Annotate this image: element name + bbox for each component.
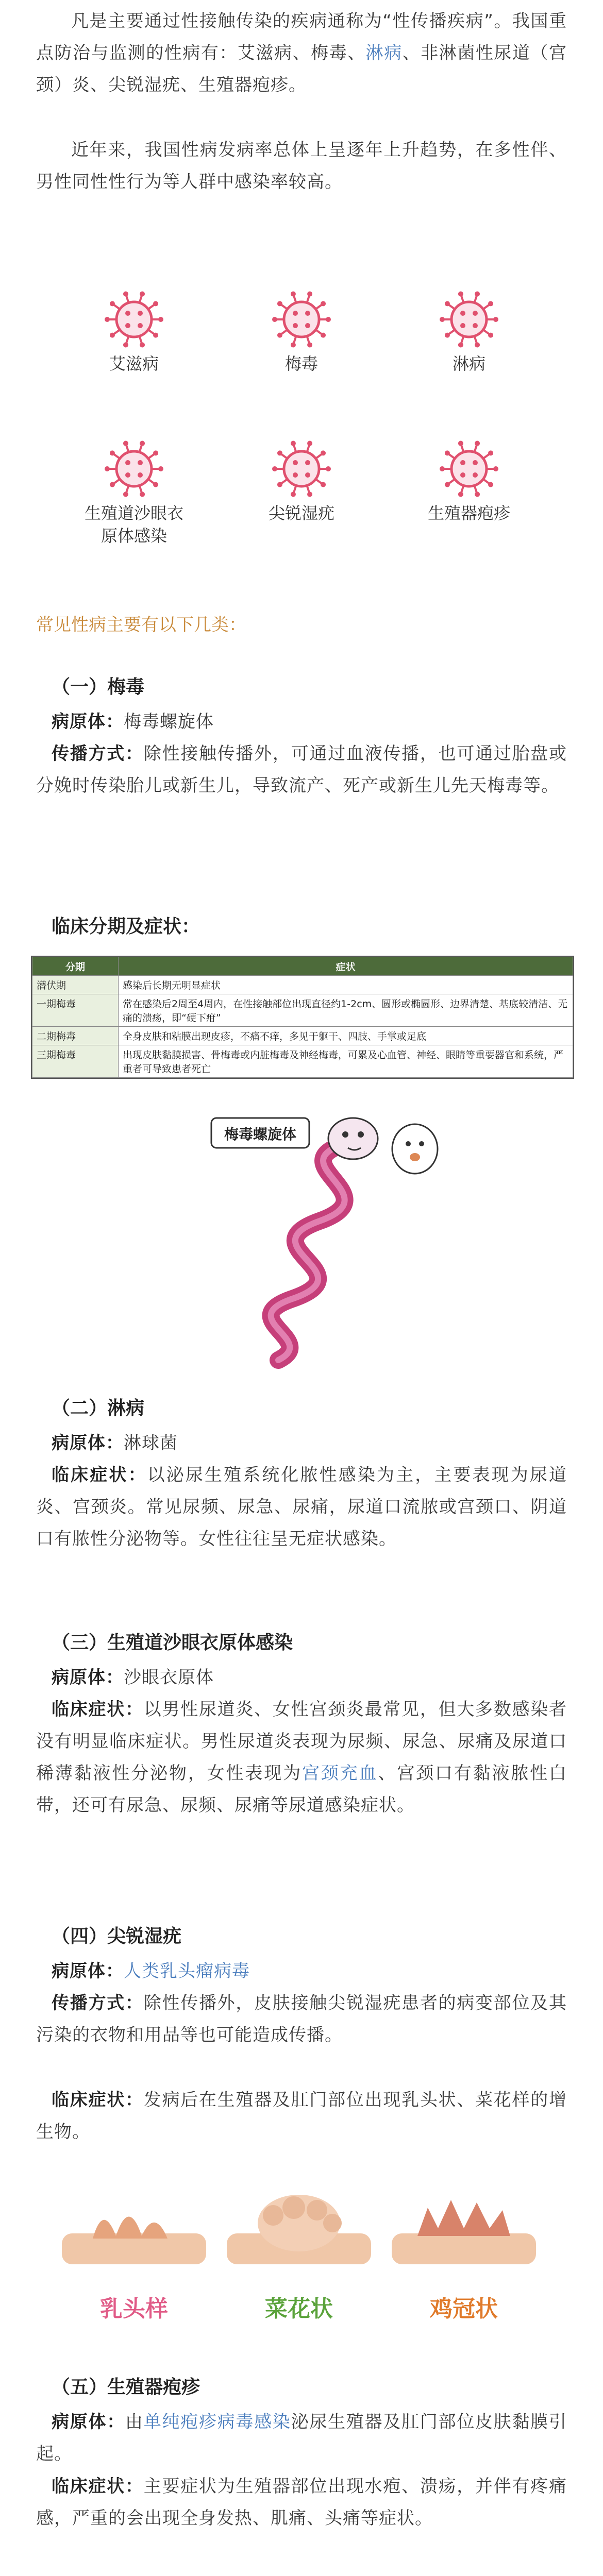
symptom-cell: 常在感染后2周至4周内，在性接触部位出现直径约1-2cm、圆形或椭圆形、边界清楚、基底较清洁、无痛的溃疡，即“硬下疳” bbox=[119, 994, 573, 1027]
cervical-congestion-link[interactable]: 宫颈充血 bbox=[301, 1763, 378, 1784]
table-header-stage: 分期 bbox=[32, 957, 119, 976]
symptom-cell: 全身皮肤和粘膜出现皮疹，不痛不痒，多见于躯干、四肢、手掌或足底 bbox=[119, 1027, 573, 1045]
disease-icon-item bbox=[412, 289, 526, 375]
chlamydia-symptom: 临床症状：以男性尿道炎、女性宫颈炎最常见，但大多数感染者没有明显临床症状。男性尿道炎表现为尿频、尿急、尿痛及尿道口稀薄黏液性分泌物，女性表现为宫颈充血、宫颈口有黏液脓性白带，还可有尿急、尿频、尿痛等尿道感染症状。 bbox=[36, 1699, 567, 1816]
disease-icon-item bbox=[245, 438, 358, 524]
disease-icon-item bbox=[412, 438, 526, 524]
syphilis-stage-title: 临床分期及症状： bbox=[52, 916, 200, 937]
intro-paragraph-2: 近年来，我国性病发病率总体上呈逐年上升趋势，在多性伴、男性同性性行为等人群中感染率较高。 bbox=[36, 140, 567, 192]
stage-cell: 三期梅毒 bbox=[32, 1045, 119, 1078]
virus-icon bbox=[438, 289, 500, 350]
symptom-cell: 出现皮肤黏膜损害、骨梅毒或内脏梅毒及神经梅毒，可累及心血管、神经、眼睛等重要器官和系统，严重者可导致患者死亡 bbox=[119, 1045, 573, 1078]
disease-icon-label: 艾滋病 bbox=[109, 354, 159, 374]
disease-icon-item bbox=[77, 289, 191, 375]
virus-icon bbox=[271, 438, 332, 500]
chlamydia-title: （三）生殖道沙眼衣原体感染 bbox=[52, 1632, 293, 1653]
common-std-heading: 常见性病主要有以下几类： bbox=[36, 615, 246, 635]
shape-label-cauliflower: 菜花状 bbox=[265, 2296, 333, 2322]
herpes-symptom: 临床症状：主要症状为生殖器部位出现水疱、溃疡，并伴有疼痛感，严重的会出现全身发热、肌痛、头痛等症状。 bbox=[36, 2476, 567, 2529]
table-header-symptom: 症状 bbox=[119, 957, 573, 976]
table-row bbox=[32, 1045, 573, 1078]
cartoon-tag: 梅毒螺旋体 bbox=[224, 1126, 296, 1143]
table-row bbox=[32, 976, 573, 994]
virus-icon bbox=[103, 438, 165, 500]
intro-paragraph-1: 凡是主要通过性接触传染的疾病通称为“性传播疾病”。我国重点防治与监测的性病有：艾滋病、梅毒、淋病、非淋菌性尿道（宫颈）炎、尖锐湿疣、生殖器疱疹。 bbox=[36, 11, 567, 95]
disease-icon-item bbox=[77, 438, 191, 547]
gonorrhea-link[interactable]: 淋病 bbox=[365, 43, 403, 63]
stage-cell: 一期梅毒 bbox=[32, 994, 119, 1027]
syphilis-pathogen: 病原体：梅毒螺旋体 bbox=[52, 711, 214, 732]
syphilis-route: 传播方式：除性接触传播外，可通过血液传播，也可通过胎盘或分娩时传染胎儿或新生儿，导致流产、死产或新生儿先天梅毒等。 bbox=[36, 743, 567, 796]
gonorrhea-symptom: 临床症状：以泌尿生殖系统化脓性感染为主，主要表现为尿道炎、宫颈炎。常见尿频、尿急、尿痛，尿道口流脓或宫颈口、阴道口有脓性分泌物等。女性往往呈无症状感染。 bbox=[36, 1465, 567, 1549]
stage-cell: 潜伏期 bbox=[32, 976, 119, 994]
table-row bbox=[32, 994, 573, 1027]
disease-icon-label: 生殖器疱疹 bbox=[427, 503, 510, 523]
table-row bbox=[32, 1027, 573, 1045]
herpes-title: （五）生殖器疱疹 bbox=[52, 2377, 200, 2398]
disease-icon-label: 梅毒 bbox=[284, 354, 318, 374]
wart-route: 传播方式：除性传播外，皮肤接触尖锐湿疣患者的病变部位及其污染的衣物和用品等也可能造成传播。 bbox=[36, 1993, 567, 2045]
virus-icon bbox=[438, 438, 500, 500]
virus-icon bbox=[271, 289, 332, 350]
gonorrhea-title: （二）淋病 bbox=[52, 1398, 145, 1419]
syphilis-stage-table bbox=[31, 956, 574, 1079]
gonorrhea-pathogen: 病原体：淋球菌 bbox=[52, 1433, 178, 1453]
wart-shapes-illustration bbox=[46, 2172, 557, 2342]
virus-icon bbox=[103, 289, 165, 350]
spirochete-cartoon bbox=[149, 1103, 459, 1370]
shape-label-papillary: 乳头样 bbox=[100, 2296, 168, 2322]
symptom-cell: 感染后长期无明显症状 bbox=[119, 976, 573, 994]
hsv-link[interactable]: 单纯疱疹病毒感染 bbox=[143, 2412, 291, 2432]
disease-icon-label: 生殖道沙眼衣原体感染 bbox=[84, 503, 183, 546]
hpv-link[interactable]: 人类乳头瘤病毒 bbox=[124, 1961, 250, 1981]
disease-icon-label: 淋病 bbox=[452, 354, 485, 374]
stage-cell: 二期梅毒 bbox=[32, 1027, 119, 1045]
herpes-pathogen: 病原体：由单纯疱疹病毒感染泌尿生殖器及肛门部位皮肤黏膜引起。 bbox=[36, 2412, 567, 2464]
disease-icon-label: 尖锐湿疣 bbox=[268, 503, 334, 523]
wart-symptom: 临床症状：发病后在生殖器及肛门部位出现乳头状、菜花样的增生物。 bbox=[36, 2090, 567, 2142]
chlamydia-pathogen: 病原体：沙眼衣原体 bbox=[52, 1667, 214, 1688]
wart-title: （四）尖锐湿疣 bbox=[52, 1926, 182, 1947]
shape-label-cockscomb: 鸡冠状 bbox=[430, 2296, 498, 2322]
wart-pathogen: 病原体：人类乳头瘤病毒 bbox=[52, 1961, 250, 1981]
disease-icon-item bbox=[245, 289, 358, 375]
syphilis-title: （一）梅毒 bbox=[52, 676, 145, 698]
